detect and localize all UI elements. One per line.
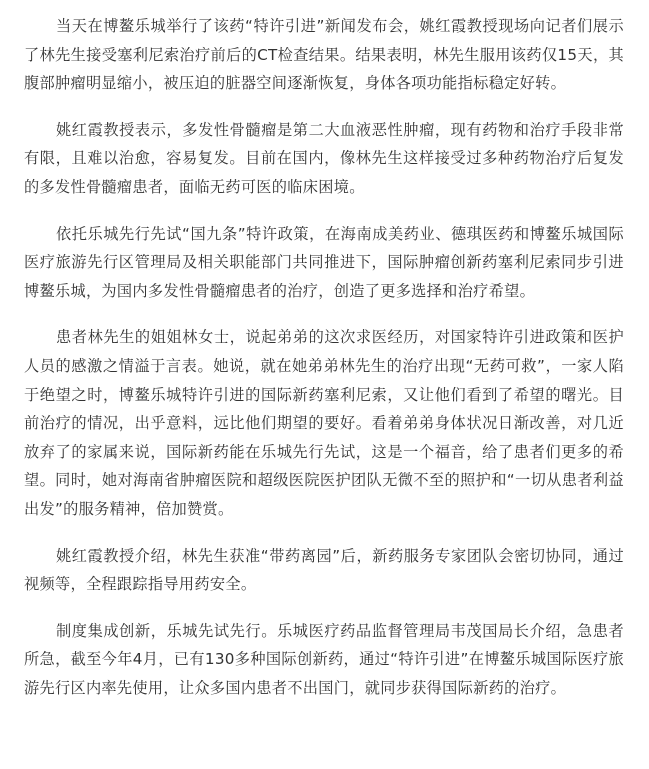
article-body: [24, 12, 624, 720]
paragraph-institutional-innovation: 制度集成创新，乐城先试先行。乐城医疗药品监督管理局韦茂国局长介绍，急患者所急，截至今年4月，已有130多种国际创新药，通过“特许引进”在博鳌乐城国际医疗旅游先行区内率先使用，让众多国内患者不出国门，就同步获得国际新药的治疗。: [24, 621, 624, 697]
paragraph-family-testimony: 患者林先生的姐姐林女士，说起弟弟的这次求医经历，对国家特许引进政策和医护人员的感激之情溢于言表。她说，就在她弟弟林先生的治疗出现“无药可救”，一家人陷于绝望之时，博鳌乐城特许引进的国际新药塞利尼索，又让他们看到了希望的曙光。目前治疗的情况，出乎意料，远比他们期望的要好。看着弟弟身体状况日渐改善，对几近放弃了的家属来说，国际新药能在乐城先行先试，这是一个福音，给了患者们更多的希望。同时，她对海南省肿瘤医院和超级医院医护团队无微不至的照护和“一切从患者利益出发”的服务精神，倍加赞赏。: [24, 328, 624, 518]
paragraph-press-conference: 当天在博鳌乐城举行了该药“特许引进”新闻发布会，姚红霞教授现场向记者们展示了林先生接受塞利尼索治疗前后的CT检查结果。结果表明，林先生服用该药仅15天，其腹部肿瘤明显缩小，被压迫的脏器空间逐渐恢复，身体各项功能指标稳定好转。: [24, 17, 624, 93]
paragraph-follow-up-service: 姚红霞教授介绍，林先生获准“带药离园”后，新药服务专家团队会密切协同，通过视频等，全程跟踪指导用药安全。: [24, 546, 624, 594]
paragraph-myeloma-background: 姚红霞教授表示，多发性骨髓瘤是第二大血液恶性肿瘤，现有药物和治疗手段非常有限，且难以治愈，容易复发。目前在国内，像林先生这样接受过多种药物治疗后复发的多发性骨髓瘤患者，面临无药可医的临床困境。: [24, 120, 624, 196]
paragraph-policy-introduction: 依托乐城先行先试“国九条”特许政策，在海南成美药业、德琪医药和博鳌乐城国际医疗旅游先行区管理局及相关职能部门共同推进下，国际肿瘤创新药塞利尼索同步引进博鳌乐城，为国内多发性骨髓瘤患者的治疗，创造了更多选择和治疗希望。: [24, 224, 624, 300]
